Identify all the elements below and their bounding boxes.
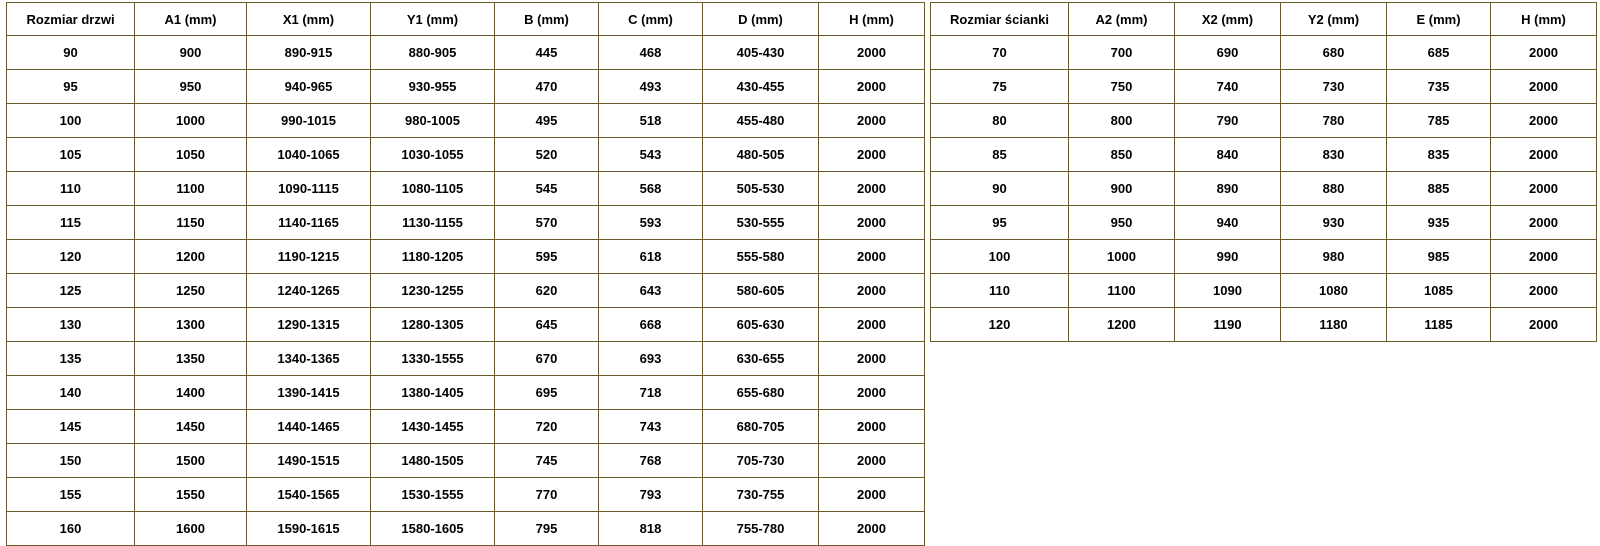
doors-cell: 2000: [819, 240, 925, 274]
doors-cell: 530-555: [703, 206, 819, 240]
table-row: [7, 274, 925, 308]
doors-cell: 520: [495, 138, 599, 172]
walls-cell: 940: [1175, 206, 1281, 240]
walls-column-header: E (mm): [1387, 3, 1491, 36]
doors-cell: 900: [135, 36, 247, 70]
doors-cell: 950: [135, 70, 247, 104]
doors-cell: 2000: [819, 308, 925, 342]
table-row: [7, 172, 925, 206]
walls-cell: 900: [1069, 172, 1175, 206]
doors-cell: 693: [599, 342, 703, 376]
doors-cell: 668: [599, 308, 703, 342]
doors-column-header: Rozmiar drzwi: [7, 3, 135, 36]
doors-dimensions-table-container: [6, 2, 925, 546]
table-header-row: [7, 3, 925, 36]
walls-cell: 850: [1069, 138, 1175, 172]
walls-cell: 830: [1281, 138, 1387, 172]
doors-cell: 2000: [819, 512, 925, 546]
walls-cell: 700: [1069, 36, 1175, 70]
doors-cell: 1000: [135, 104, 247, 138]
table-row: [7, 410, 925, 444]
walls-cell: 1200: [1069, 308, 1175, 342]
doors-cell: 1390-1415: [247, 376, 371, 410]
walls-cell: 2000: [1491, 206, 1597, 240]
doors-cell: 145: [7, 410, 135, 444]
doors-cell: 1140-1165: [247, 206, 371, 240]
walls-cell: 800: [1069, 104, 1175, 138]
table-row: [931, 70, 1597, 104]
doors-cell: 95: [7, 70, 135, 104]
doors-cell: 155: [7, 478, 135, 512]
doors-cell: 1290-1315: [247, 308, 371, 342]
doors-cell: 618: [599, 240, 703, 274]
walls-cell: 750: [1069, 70, 1175, 104]
walls-cell: 890: [1175, 172, 1281, 206]
doors-cell: 1530-1555: [371, 478, 495, 512]
doors-cell: 1540-1565: [247, 478, 371, 512]
doors-cell: 645: [495, 308, 599, 342]
doors-cell: 768: [599, 444, 703, 478]
doors-cell: 755-780: [703, 512, 819, 546]
table-row: [7, 512, 925, 546]
doors-cell: 1190-1215: [247, 240, 371, 274]
walls-dimensions-table: [930, 2, 1597, 342]
doors-cell: 2000: [819, 274, 925, 308]
table-row: [931, 172, 1597, 206]
doors-cell: 880-905: [371, 36, 495, 70]
walls-cell: 85: [931, 138, 1069, 172]
walls-cell: 1090: [1175, 274, 1281, 308]
walls-cell: 2000: [1491, 36, 1597, 70]
table-row: [931, 240, 1597, 274]
doors-cell: 1300: [135, 308, 247, 342]
doors-cell: 770: [495, 478, 599, 512]
doors-cell: 705-730: [703, 444, 819, 478]
doors-cell: 795: [495, 512, 599, 546]
doors-cell: 595: [495, 240, 599, 274]
doors-cell: 568: [599, 172, 703, 206]
walls-cell: 1190: [1175, 308, 1281, 342]
doors-cell: 2000: [819, 70, 925, 104]
doors-cell: 140: [7, 376, 135, 410]
walls-cell: 740: [1175, 70, 1281, 104]
walls-column-header: A2 (mm): [1069, 3, 1175, 36]
doors-cell: 890-915: [247, 36, 371, 70]
doors-cell: 90: [7, 36, 135, 70]
doors-cell: 630-655: [703, 342, 819, 376]
doors-cell: 445: [495, 36, 599, 70]
doors-cell: 130: [7, 308, 135, 342]
doors-cell: 930-955: [371, 70, 495, 104]
doors-cell: 120: [7, 240, 135, 274]
table-row: [7, 104, 925, 138]
doors-cell: 1240-1265: [247, 274, 371, 308]
doors-cell: 1480-1505: [371, 444, 495, 478]
walls-cell: 1080: [1281, 274, 1387, 308]
doors-cell: 1040-1065: [247, 138, 371, 172]
walls-cell: 680: [1281, 36, 1387, 70]
doors-cell: 125: [7, 274, 135, 308]
walls-cell: 930: [1281, 206, 1387, 240]
walls-column-header: X2 (mm): [1175, 3, 1281, 36]
walls-cell: 835: [1387, 138, 1491, 172]
doors-cell: 605-630: [703, 308, 819, 342]
doors-cell: 543: [599, 138, 703, 172]
doors-column-header: C (mm): [599, 3, 703, 36]
table-row: [931, 138, 1597, 172]
walls-cell: 120: [931, 308, 1069, 342]
doors-cell: 940-965: [247, 70, 371, 104]
doors-cell: 1440-1465: [247, 410, 371, 444]
walls-cell: 950: [1069, 206, 1175, 240]
doors-cell: 480-505: [703, 138, 819, 172]
doors-column-header: A1 (mm): [135, 3, 247, 36]
doors-cell: 1600: [135, 512, 247, 546]
doors-cell: 1050: [135, 138, 247, 172]
doors-cell: 718: [599, 376, 703, 410]
doors-cell: 1590-1615: [247, 512, 371, 546]
walls-cell: 785: [1387, 104, 1491, 138]
doors-cell: 1500: [135, 444, 247, 478]
walls-cell: 980: [1281, 240, 1387, 274]
doors-cell: 1450: [135, 410, 247, 444]
doors-cell: 468: [599, 36, 703, 70]
walls-cell: 840: [1175, 138, 1281, 172]
doors-cell: 495: [495, 104, 599, 138]
doors-cell: 2000: [819, 478, 925, 512]
doors-cell: 990-1015: [247, 104, 371, 138]
table-row: [931, 308, 1597, 342]
doors-cell: 1340-1365: [247, 342, 371, 376]
walls-cell: 90: [931, 172, 1069, 206]
table-row: [7, 342, 925, 376]
doors-cell: 455-480: [703, 104, 819, 138]
doors-cell: 643: [599, 274, 703, 308]
walls-column-header: H (mm): [1491, 3, 1597, 36]
walls-cell: 2000: [1491, 240, 1597, 274]
doors-cell: 110: [7, 172, 135, 206]
doors-cell: 670: [495, 342, 599, 376]
doors-cell: 620: [495, 274, 599, 308]
doors-cell: 2000: [819, 206, 925, 240]
walls-cell: 95: [931, 206, 1069, 240]
doors-cell: 695: [495, 376, 599, 410]
doors-cell: 2000: [819, 138, 925, 172]
walls-cell: 110: [931, 274, 1069, 308]
doors-cell: 1090-1115: [247, 172, 371, 206]
doors-table-body: [7, 36, 925, 546]
doors-cell: 1250: [135, 274, 247, 308]
doors-column-header: D (mm): [703, 3, 819, 36]
doors-cell: 1490-1515: [247, 444, 371, 478]
doors-cell: 1580-1605: [371, 512, 495, 546]
doors-cell: 470: [495, 70, 599, 104]
doors-cell: 1280-1305: [371, 308, 495, 342]
table-row: [7, 478, 925, 512]
table-row: [931, 104, 1597, 138]
walls-cell: 790: [1175, 104, 1281, 138]
doors-cell: 980-1005: [371, 104, 495, 138]
doors-cell: 570: [495, 206, 599, 240]
doors-cell: 1350: [135, 342, 247, 376]
doors-cell: 150: [7, 444, 135, 478]
doors-cell: 1430-1455: [371, 410, 495, 444]
walls-table-body: [931, 36, 1597, 342]
walls-cell: 1100: [1069, 274, 1175, 308]
doors-cell: 1080-1105: [371, 172, 495, 206]
doors-cell: 430-455: [703, 70, 819, 104]
doors-cell: 793: [599, 478, 703, 512]
walls-cell: 730: [1281, 70, 1387, 104]
walls-cell: 935: [1387, 206, 1491, 240]
doors-cell: 555-580: [703, 240, 819, 274]
table-row: [7, 308, 925, 342]
doors-cell: 2000: [819, 36, 925, 70]
doors-cell: 1030-1055: [371, 138, 495, 172]
walls-cell: 735: [1387, 70, 1491, 104]
doors-cell: 2000: [819, 172, 925, 206]
walls-table-header: [931, 3, 1597, 36]
walls-cell: 100: [931, 240, 1069, 274]
walls-cell: 685: [1387, 36, 1491, 70]
doors-table-header: [7, 3, 925, 36]
doors-cell: 2000: [819, 104, 925, 138]
doors-cell: 105: [7, 138, 135, 172]
doors-cell: 2000: [819, 410, 925, 444]
doors-cell: 1150: [135, 206, 247, 240]
walls-cell: 2000: [1491, 138, 1597, 172]
table-row: [7, 206, 925, 240]
doors-cell: 1330-1555: [371, 342, 495, 376]
doors-cell: 730-755: [703, 478, 819, 512]
doors-cell: 680-705: [703, 410, 819, 444]
doors-cell: 745: [495, 444, 599, 478]
doors-cell: 115: [7, 206, 135, 240]
doors-cell: 2000: [819, 342, 925, 376]
doors-cell: 1400: [135, 376, 247, 410]
walls-cell: 75: [931, 70, 1069, 104]
doors-cell: 1130-1155: [371, 206, 495, 240]
walls-cell: 2000: [1491, 104, 1597, 138]
table-row: [931, 206, 1597, 240]
doors-cell: 720: [495, 410, 599, 444]
table-row: [7, 444, 925, 478]
walls-cell: 1185: [1387, 308, 1491, 342]
doors-column-header: Y1 (mm): [371, 3, 495, 36]
doors-cell: 2000: [819, 444, 925, 478]
walls-column-header: Y2 (mm): [1281, 3, 1387, 36]
doors-cell: 1230-1255: [371, 274, 495, 308]
walls-cell: 70: [931, 36, 1069, 70]
doors-cell: 160: [7, 512, 135, 546]
doors-cell: 1100: [135, 172, 247, 206]
doors-cell: 493: [599, 70, 703, 104]
table-header-row: [931, 3, 1597, 36]
walls-cell: 1000: [1069, 240, 1175, 274]
walls-cell: 2000: [1491, 172, 1597, 206]
table-row: [931, 36, 1597, 70]
walls-cell: 885: [1387, 172, 1491, 206]
walls-cell: 690: [1175, 36, 1281, 70]
table-row: [7, 138, 925, 172]
doors-cell: 100: [7, 104, 135, 138]
doors-column-header: B (mm): [495, 3, 599, 36]
doors-cell: 2000: [819, 376, 925, 410]
doors-cell: 580-605: [703, 274, 819, 308]
doors-cell: 1180-1205: [371, 240, 495, 274]
doors-column-header: X1 (mm): [247, 3, 371, 36]
doors-cell: 655-680: [703, 376, 819, 410]
doors-cell: 818: [599, 512, 703, 546]
doors-cell: 505-530: [703, 172, 819, 206]
walls-cell: 2000: [1491, 274, 1597, 308]
doors-cell: 743: [599, 410, 703, 444]
doors-column-header: H (mm): [819, 3, 925, 36]
walls-cell: 880: [1281, 172, 1387, 206]
walls-cell: 2000: [1491, 308, 1597, 342]
walls-cell: 2000: [1491, 70, 1597, 104]
table-row: [7, 36, 925, 70]
walls-cell: 780: [1281, 104, 1387, 138]
walls-column-header: Rozmiar ścianki: [931, 3, 1069, 36]
doors-dimensions-table: [6, 2, 925, 546]
walls-cell: 985: [1387, 240, 1491, 274]
doors-cell: 135: [7, 342, 135, 376]
doors-cell: 1550: [135, 478, 247, 512]
doors-cell: 545: [495, 172, 599, 206]
table-row: [931, 274, 1597, 308]
doors-cell: 593: [599, 206, 703, 240]
table-row: [7, 70, 925, 104]
walls-cell: 1180: [1281, 308, 1387, 342]
walls-cell: 1085: [1387, 274, 1491, 308]
doors-cell: 518: [599, 104, 703, 138]
doors-cell: 1200: [135, 240, 247, 274]
walls-cell: 80: [931, 104, 1069, 138]
walls-cell: 990: [1175, 240, 1281, 274]
walls-dimensions-table-container: [930, 2, 1597, 342]
table-row: [7, 240, 925, 274]
doors-cell: 405-430: [703, 36, 819, 70]
doors-cell: 1380-1405: [371, 376, 495, 410]
table-row: [7, 376, 925, 410]
